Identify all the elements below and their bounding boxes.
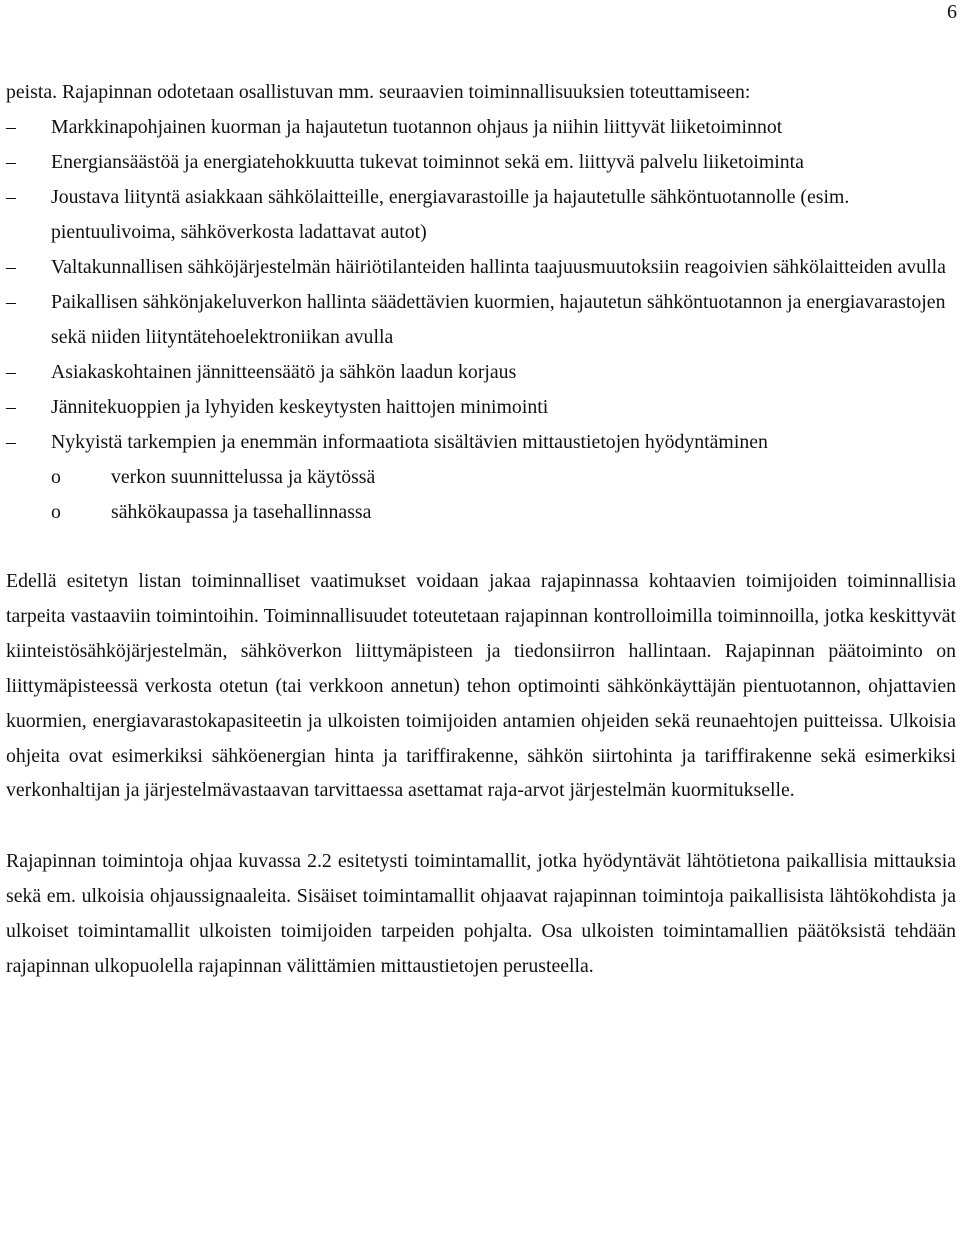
list-item-text: Markkinapohjainen kuorman ja hajautetun tuotannon ohjaus ja niihin liittyvät liiketoiminnot [51, 116, 783, 138]
list-item-text: Joustava liityntä asiakkaan sähkölaitteille, energiavarastoille ja hajautetulle sähköntuotannolle (esim. pientuulivoima, sähköverkosta ladattavat autot) [51, 186, 850, 243]
dash-bullet: – [6, 396, 16, 418]
document-body [6, 75, 956, 984]
sub-list [51, 460, 956, 530]
dash-bullet: – [6, 186, 16, 208]
dash-bullet: – [6, 291, 16, 313]
sub-list-item-text: sähkökaupassa ja tasehallinnassa [111, 501, 372, 523]
dash-bullet: – [6, 116, 16, 138]
list-item-text: Valtakunnallisen sähköjärjestelmän häiriötilanteiden hallinta taajuusmuutoksiin reagoivien sähkölaitteiden avulla [51, 256, 946, 278]
circle-bullet: o [51, 466, 61, 488]
requirements-list [6, 110, 956, 530]
spacer [6, 808, 956, 844]
list-item [6, 145, 956, 180]
list-item-text: Asiakaskohtainen jännitteensäätö ja sähkön laadun korjaus [51, 361, 517, 383]
intro-text: peista. Rajapinnan odotetaan osallistuvan mm. seuraavien toiminnallisuuksien toteuttamiseen: [6, 81, 751, 103]
list-item-text: Energiansäästöä ja energiatehokkuutta tukevat toiminnot sekä em. liittyvä palvelu liiketoiminta [51, 151, 804, 173]
list-item [6, 250, 956, 285]
spacer [6, 530, 956, 564]
list-item [6, 390, 956, 425]
dash-bullet: – [6, 151, 16, 173]
list-item [6, 180, 956, 250]
list-item [6, 425, 956, 530]
dash-bullet: – [6, 431, 16, 453]
circle-bullet: o [51, 501, 61, 523]
sub-list-item [51, 495, 956, 530]
page-number: 6 [947, 1, 957, 23]
paragraph: Edellä esitetyn listan toiminnalliset vaatimukset voidaan jakaa rajapinnassa kohtaavien toimijoiden toiminnallisia tarpeita vastaaviin toimintoihin. Toiminnallisuudet toteutetaan rajapinnan kontrolloimilla toiminnoilla, jotka keskittyvät kiinteistösähköjärjestelmän, sähköverkon liittymäpisteen ja tiedonsiirron hallintaan. Rajapinnan päätoiminto on liittymäpisteessä verkosta otetun (tai verkkoon annetun) tehon optimointi sähkönkäyttäjän pientuotannon, ohjattavien kuormien, energiavarastokapasiteetin ja ulkoisten toimijoiden antamien ohjeiden sekä reunaehtojen puitteissa. Ulkoisia ohjeita ovat esimerkiksi sähköenergian hinta ja tariffirakenne, sähkön siirtohinta ja tariffirakenne sekä esimerkiksi verkonhaltijan ja järjestelmävastaavan tarvittaessa asettamat raja-arvot järjestelmän kuormitukselle. [6, 570, 956, 802]
list-item-text: Jännitekuoppien ja lyhyiden keskeytysten haittojen minimointi [51, 396, 549, 418]
sub-list-item [51, 460, 956, 495]
list-item [6, 285, 956, 355]
paragraph: Rajapinnan toimintoja ohjaa kuvassa 2.2 esitetysti toimintamallit, jotka hyödyntävät lähtötietona paikallisia mittauksia sekä em. ulkoisia ohjaussignaaleita. Sisäiset toimintamallit ohjaavat rajapinnan toimintoja paikallisista lähtökohdista ja ulkoiset toimintamallit ulkoisten toimijoiden tarpeiden pohjalta. Osa ulkoisten toimintamallien päätöksistä tehdään rajapinnan ulkopuolella rajapinnan välittämien mittaustietojen perusteella. [6, 850, 956, 978]
list-item-text: Paikallisen sähkönjakeluverkon hallinta säädettävien kuormien, hajautetun sähköntuotannon ja energiavarastojen sekä niiden liityntätehoelektroniikan avulla [51, 291, 946, 348]
dash-bullet: – [6, 256, 16, 278]
list-item [6, 355, 956, 390]
list-item [6, 110, 956, 145]
list-item-text: Nykyistä tarkempien ja enemmän informaatiota sisältävien mittaustietojen hyödyntäminen [51, 431, 768, 453]
dash-bullet: – [6, 361, 16, 383]
sub-list-item-text: verkon suunnittelussa ja käytössä [111, 466, 376, 488]
